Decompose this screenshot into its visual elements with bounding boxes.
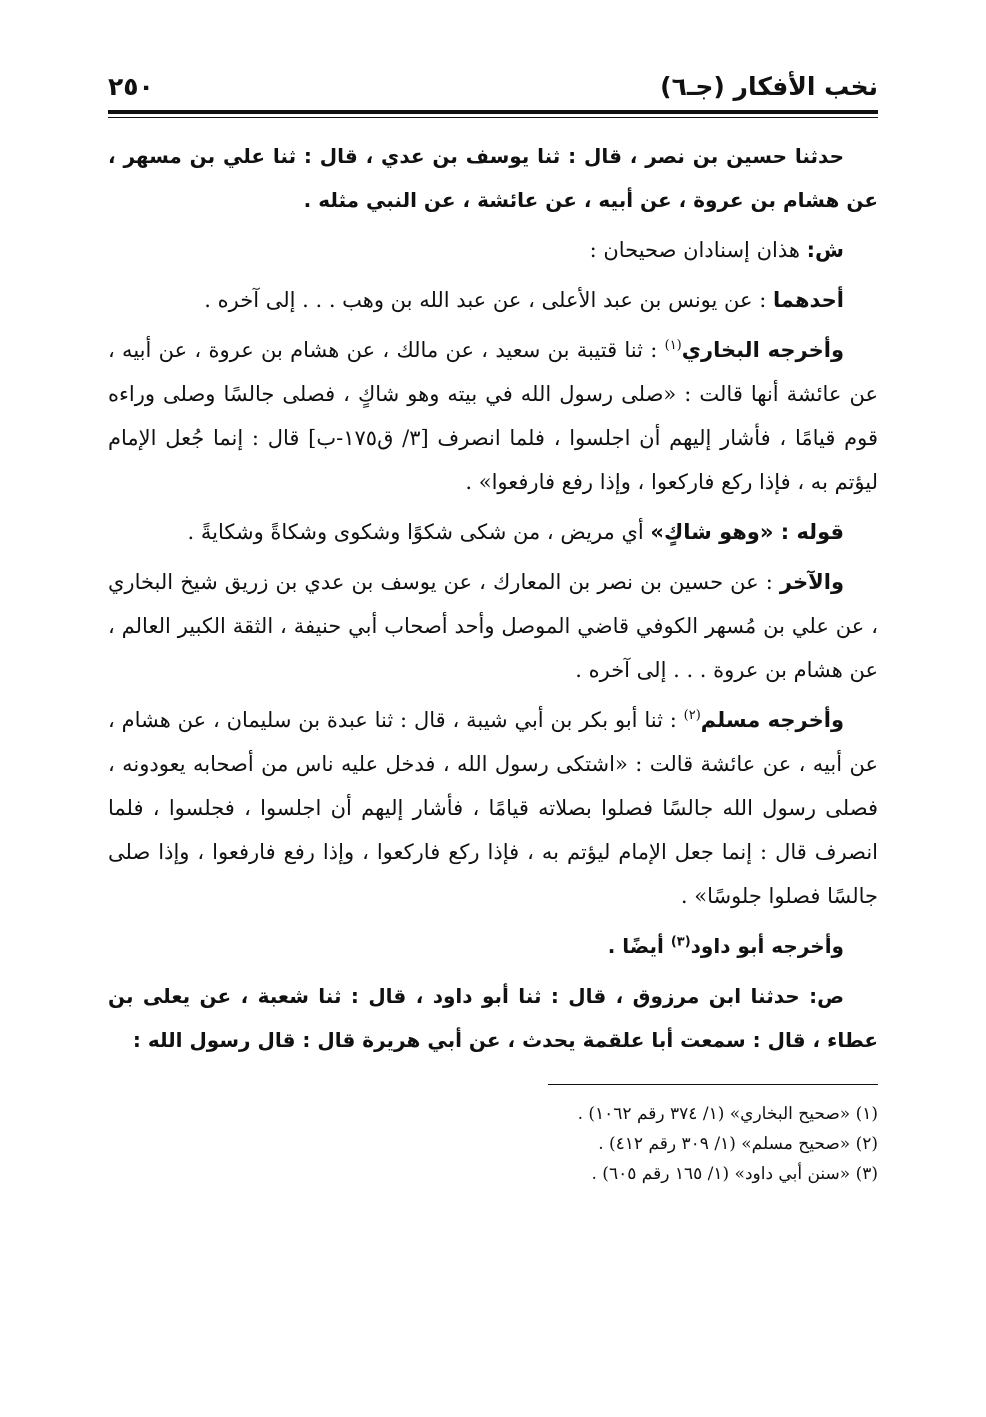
paragraph: والآخر : عن حسين بن نصر بن المعارك ، عن يوسف بن عدي بن زريق شيخ البخاري ، عن علي بن مُسهر الكوفي قاضي الموصل وأحد أصحاب أبي حنيفة ، الثقة الكبير العالم ، عن هشام بن عروة . . . إلى آخره . [108,570,878,682]
footnote-separator [548,1084,878,1085]
paragraph: وأخرجه أبو داود$^{(٣)}$ أيضًا . [607,934,844,958]
header-rule-thick [108,110,878,114]
footnote: (٣) «سنن أبي داود» (١/ ١٦٥ رقم ٦٠٥) . [591,1164,878,1184]
footnote: (١) «صحيح البخاري» (١/ ٣٧٤ رقم ١٠٦٢) . [577,1104,878,1124]
paragraph: وأخرجه مسلم$^{(٢)}$ : ثنا أبو بكر بن أبي شيبة ، قال : ثنا عبدة بن سليمان ، عن هشام ، عن أبيه ، عن عائشة قالت : «اشتكى رسول الله ، فدخل عليه ناس من أصحابه يعودونه ، فصلى رسول الله جالسًا فصلوا بصلاته قيامًا ، فأشار إليهم أن اجلسوا ، فجلسوا ، فلما انصرف قال : إنما جعل الإمام ليؤتم به ، فإذا ركع فاركعوا ، وإذا رفع فارفعوا ، وإذا صلى جالسًا فصلوا جلوسًا» . [108,708,878,908]
document-page [108,66,878,1189]
footnote: (٢) «صحيح مسلم» (١/ ٣٠٩ رقم ٤١٢) . [598,1134,878,1154]
paragraph: قوله : «وهو شاكٍ» أي مريض ، من شكى شكوًا وشكوى وشكاةً وشكايةً . [187,520,844,544]
footnote-ref: (٣) [670,934,691,950]
page-header [108,66,878,110]
footnote-ref: (١) [664,338,682,353]
paragraph: أحدهما : عن يونس بن عبد الأعلى ، عن عبد الله بن وهب . . . إلى آخره . [204,288,844,312]
page-body [108,134,878,1062]
footnotes [108,1099,878,1189]
header-rule-thin [108,117,878,118]
footnote-ref: (٢) [683,708,701,723]
page-number: ٢٥٠ [108,72,154,101]
paragraph: وأخرجه البخاري$^{(١)}$ : ثنا قتيبة بن سعيد ، عن مالك ، عن هشام بن عروة ، عن أبيه ، عن عائشة أنها قالت : «صلى رسول الله في بيته وهو شاكٍ ، فصلى جالسًا وصلى وراءه قوم قيامًا ، فأشار إليهم أن اجلسوا ، فلما انصرف [٣/ ق١٧٥-ب] قال : إنما جُعل الإمام ليؤتم به ، فإذا ركع فاركعوا ، وإذا رفع فارفعوا» . [108,338,879,494]
paragraph: حدثنا حسين بن نصر ، قال : ثنا يوسف بن عدي ، قال : ثنا علي بن مسهر ، عن هشام بن عروة ، عن أبيه ، عن عائشة ، عن النبي مثله . [108,144,878,212]
paragraph: ص: حدثنا ابن مرزوق ، قال : ثنا أبو داود ، قال : ثنا شعبة ، عن يعلى بن عطاء ، قال : سمعت أبا علقمة يحدث ، عن أبي هريرة قال : قال رسول الله : [108,984,878,1052]
paragraph: ش: هذان إسنادان صحيحان : [589,238,844,262]
book-title: نخب الأفكار (جـ٦) [660,72,878,101]
